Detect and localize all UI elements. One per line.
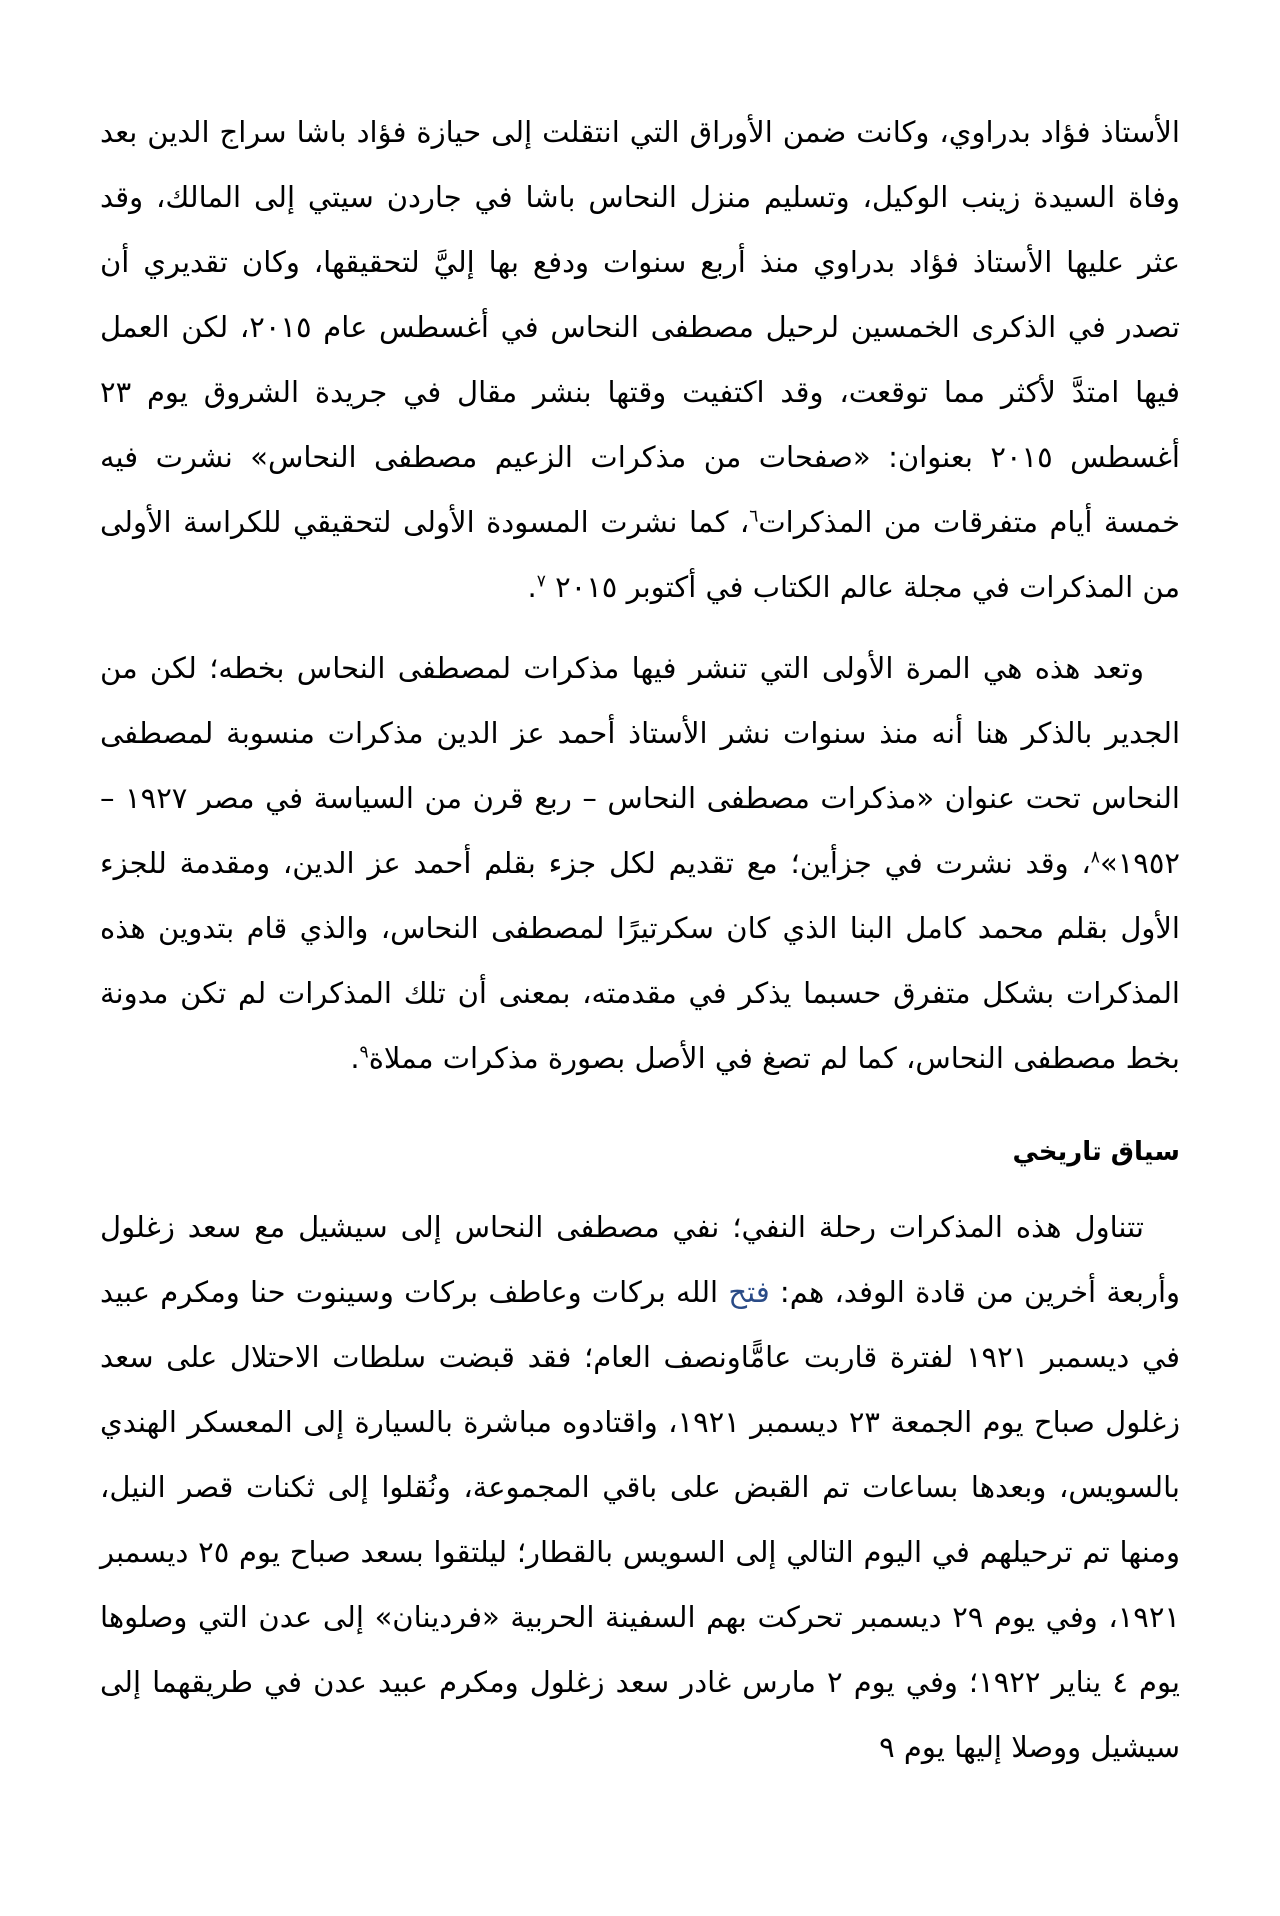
paragraph-memoir-provenance: الأستاذ فؤاد بدراوي، وكانت ضمن الأوراق التي انتقلت إلى حيازة فؤاد باشا سراج الدين بعد وفاة السيدة زينب الوكيل، وتسليم منزل النحاس باشا في جاردن سيتي إلى المالك، وقد عثر عليها الأستاذ فؤاد بدراوي منذ أربع سنوات ودفع بها إليَّ لتحقيقها، وكان تقديري أن تصدر في الذكرى الخمسين لرحيل مصطفى النحاس في أغسطس عام ٢٠١٥، لكن العمل فيها امتدَّ لأكثر مما توقعت، وقد اكتفيت وقتها بنشر مقال في جريدة الشروق يوم ٢٣ أغسطس ٢٠١٥ بعنوان: «صفحات من مذكرات الزعيم مصطفى النحاس» نشرت فيه خمسة أيام متفرقات من المذكرات$^٦$، كما نشرت المسودة الأولى لتحقيقي للكراسة الأولى من المذكرات في مجلة عالم الكتاب في أكتوبر ٢٠١٥ $^٧$. — [100, 115, 1181, 604]
person-name-link[interactable]: فتح — [728, 1275, 770, 1309]
page-content — [100, 100, 1180, 1796]
paragraph-prior-publications: وتعد هذه هي المرة الأولى التي تنشر فيها مذكرات لمصطفى النحاس بخطه؛ لكن من الجدير بالذكر هنا أنه منذ سنوات نشر الأستاذ أحمد عز الدين مذكرات منسوبة لمصطفى النحاس تحت عنوان «مذكرات مصطفى النحاس – ربع قرن من السياسة في مصر ١٩٢٧ – ١٩٥٢»$^٨$، وقد نشرت في جزأين؛ مع تقديم لكل جزء بقلم أحمد عز الدين، ومقدمة للجزء الأول بقلم محمد كامل البنا الذي كان سكرتيرًا لمصطفى النحاس، والذي قام بتدوين هذه المذكرات بشكل متفرق حسبما يذكر في مقدمته، بمعنى أن تلك المذكرات لم تكن مدونة بخط مصطفى النحاس، كما لم تصغ في الأصل بصورة مذكرات مملاة$^٩$. — [100, 651, 1180, 1075]
section-heading-historical-context: سياق تاريخي — [1012, 1137, 1180, 1167]
paragraph-exile-journey: تتناول هذه المذكرات رحلة النفي؛ نفي مصطفى النحاس إلى سيشيل مع سعد زغلول وأربعة أخرين من قادة الوفد، هم: فتح الله بركات وعاطف بركات وسينوت حنا ومكرم عبيد في ديسمبر ١٩٢١ لفترة قاربت عامًّاونصف العام؛ فقد قبضت سلطات الاحتلال على سعد زغلول صباح يوم الجمعة ٢٣ ديسمبر ١٩٢١، واقتادوه مباشرة بالسيارة إلى المعسكر الهندي بالسويس، وبعدها بساعات تم القبض على باقي المجموعة، ونُقلوا إلى ثكنات قصر النيل، ومنها تم ترحيلهم في اليوم التالي إلى السويس بالقطار؛ ليلتقوا بسعد صباح يوم ٢٥ ديسمبر ١٩٢١، وفي يوم ٢٩ ديسمبر تحركت بهم السفينة الحربية «فردينان» إلى عدن التي وصلوها يوم ٤ يناير ١٩٢٢؛ وفي يوم ٢ مارس غادر سعد زغلول ومكرم عبيد عدن في طريقهما إلى سيشيل ووصلا إليها يوم ٩ — [100, 1210, 1181, 1764]
footnote-ref: ٦ — [749, 506, 759, 527]
footnote-ref: ٩ — [359, 1042, 369, 1063]
footnote-ref: ٨ — [1090, 847, 1100, 868]
footnote-ref: ٧ — [536, 571, 546, 592]
